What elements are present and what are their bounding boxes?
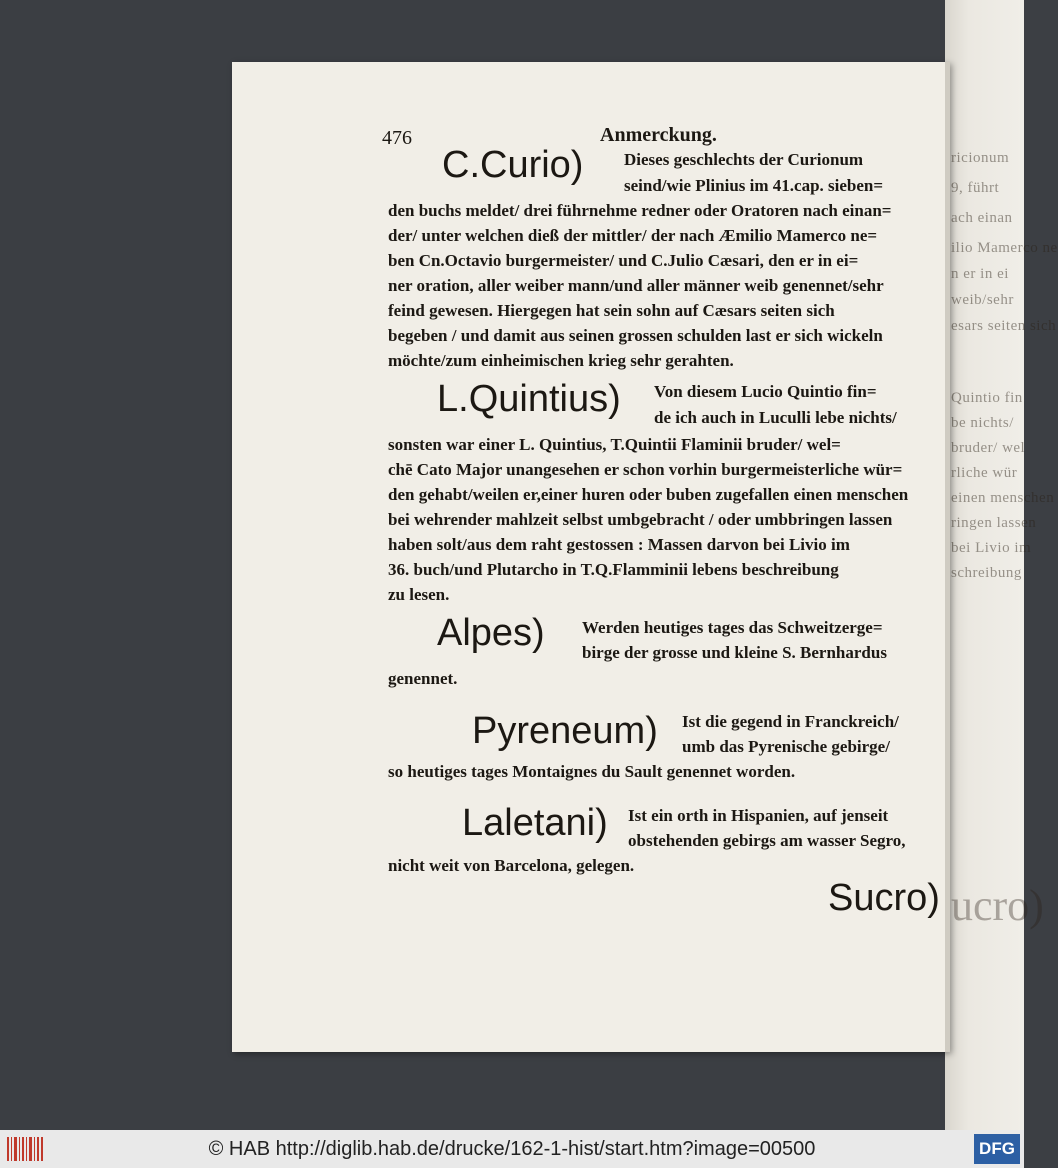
adjacent-text: ricionum bbox=[951, 150, 1010, 166]
entry-line: nicht weit von Barcelona, gelegen. bbox=[388, 856, 635, 875]
book-page bbox=[232, 62, 950, 1052]
entry-line: zu lesen. bbox=[388, 585, 450, 604]
entry-line: den buchs meldet/ drei führnehme redner oder Oratoren nach einan= bbox=[388, 201, 892, 220]
copyright-link[interactable]: © HAB http://diglib.hab.de/drucke/162-1-hist/start.htm?image=00500 bbox=[208, 1138, 816, 1160]
entry-line: ben Cn.Octavio burgermeister/ und C.Julio Cæsari, den er in ei= bbox=[388, 251, 859, 270]
entry-line: den gehabt/weilen er,einer huren oder buben zugefallen einen menschen bbox=[388, 485, 909, 504]
adjacent-text: einen menschen bbox=[951, 490, 1055, 506]
entry-line: sonsten war einer L. Quintius, T.Quintii Flaminii bruder/ wel= bbox=[388, 435, 841, 454]
adjacent-text: ilio Mamerco ne bbox=[951, 240, 1058, 256]
entry-line: umb das Pyrenische gebirge/ bbox=[682, 737, 890, 756]
adjacent-text: rliche wür bbox=[951, 465, 1018, 481]
adjacent-text: bei Livio im bbox=[951, 540, 1032, 556]
adjacent-text: 9, führt bbox=[951, 180, 1000, 196]
entry-heading: Alpes) bbox=[437, 612, 545, 654]
entry-line: möchte/zum einheimischen krieg sehr gerahten. bbox=[388, 351, 734, 370]
catchword: Sucro) bbox=[828, 877, 940, 919]
adjacent-text: n er in ei bbox=[951, 266, 1009, 282]
entry-line: bei wehrender mahlzeit selbst umbgebracht / oder umbbringen lassen bbox=[388, 510, 893, 529]
entry-line: ner oration, aller weiber mann/und aller männer weib genennet/sehr bbox=[388, 276, 884, 295]
adjacent-text: Quintio fin bbox=[951, 390, 1023, 406]
entry-line: obstehenden gebirgs am wasser Segro, bbox=[628, 831, 906, 850]
entry-heading: C.Curio) bbox=[442, 144, 584, 186]
adjacent-catchword: ucro) bbox=[951, 881, 1044, 930]
adjacent-text: ringen lassen bbox=[951, 515, 1037, 531]
entry-line: haben solt/aus dem raht gestossen : Massen darvon bei Livio im bbox=[388, 535, 850, 554]
entry-heading: L.Quintius) bbox=[437, 378, 621, 420]
adjacent-text: ach einan bbox=[951, 210, 1013, 226]
entry-line: 36. buch/und Plutarcho in T.Q.Flamminii lebens beschreibung bbox=[388, 560, 839, 579]
entry-line: genennet. bbox=[388, 669, 458, 688]
entry-line: Dieses geschlechts der Curionum bbox=[624, 150, 864, 169]
adjacent-text: schreibung bbox=[951, 565, 1022, 581]
entry-line: chē Cato Major unangesehen er schon vorhin burgermeisterliche wür= bbox=[388, 460, 903, 479]
entry-line: Ist ein orth in Hispanien, auf jenseit bbox=[628, 806, 889, 825]
entry-line: feind gewesen. Hiergegen hat sein sohn auf Cæsars seiten sich bbox=[388, 301, 835, 320]
entry-line: Von diesem Lucio Quintio fin= bbox=[654, 382, 877, 401]
adjacent-text: esars seiten sich bbox=[951, 318, 1057, 334]
adjacent-text: bruder/ wel bbox=[951, 440, 1026, 456]
adjacent-text: weib/sehr bbox=[951, 292, 1014, 308]
entry-line: begeben / und damit aus seinen grossen schulden last er sich wickeln bbox=[388, 326, 883, 345]
adjacent-page bbox=[945, 0, 1058, 1130]
entry-line: Werden heutiges tages das Schweitzerge= bbox=[582, 618, 883, 637]
entry-heading: Laletani) bbox=[462, 802, 608, 844]
entry-line: Ist die gegend in Franckreich/ bbox=[682, 712, 899, 731]
dfg-logo: DFG bbox=[974, 1134, 1020, 1164]
page-edge bbox=[945, 62, 950, 1052]
entry-line: de ich auch in Luculli lebe nichts/ bbox=[654, 408, 897, 427]
entry-line: so heutiges tages Montaignes du Sault genennet worden. bbox=[388, 762, 796, 781]
running-head: Anmerckung. bbox=[600, 124, 717, 146]
entry-line: der/ unter welchen dieß der mittler/ der nach Æmilio Mamerco ne= bbox=[388, 226, 878, 245]
entry-heading: Pyreneum) bbox=[472, 710, 658, 752]
page-number: 476 bbox=[382, 127, 412, 149]
entry-line: seind/wie Plinius im 41.cap. sieben= bbox=[624, 176, 884, 195]
entry-line: birge der grosse und kleine S. Bernhardus bbox=[582, 643, 887, 662]
adjacent-text: be nichts/ bbox=[951, 415, 1014, 431]
